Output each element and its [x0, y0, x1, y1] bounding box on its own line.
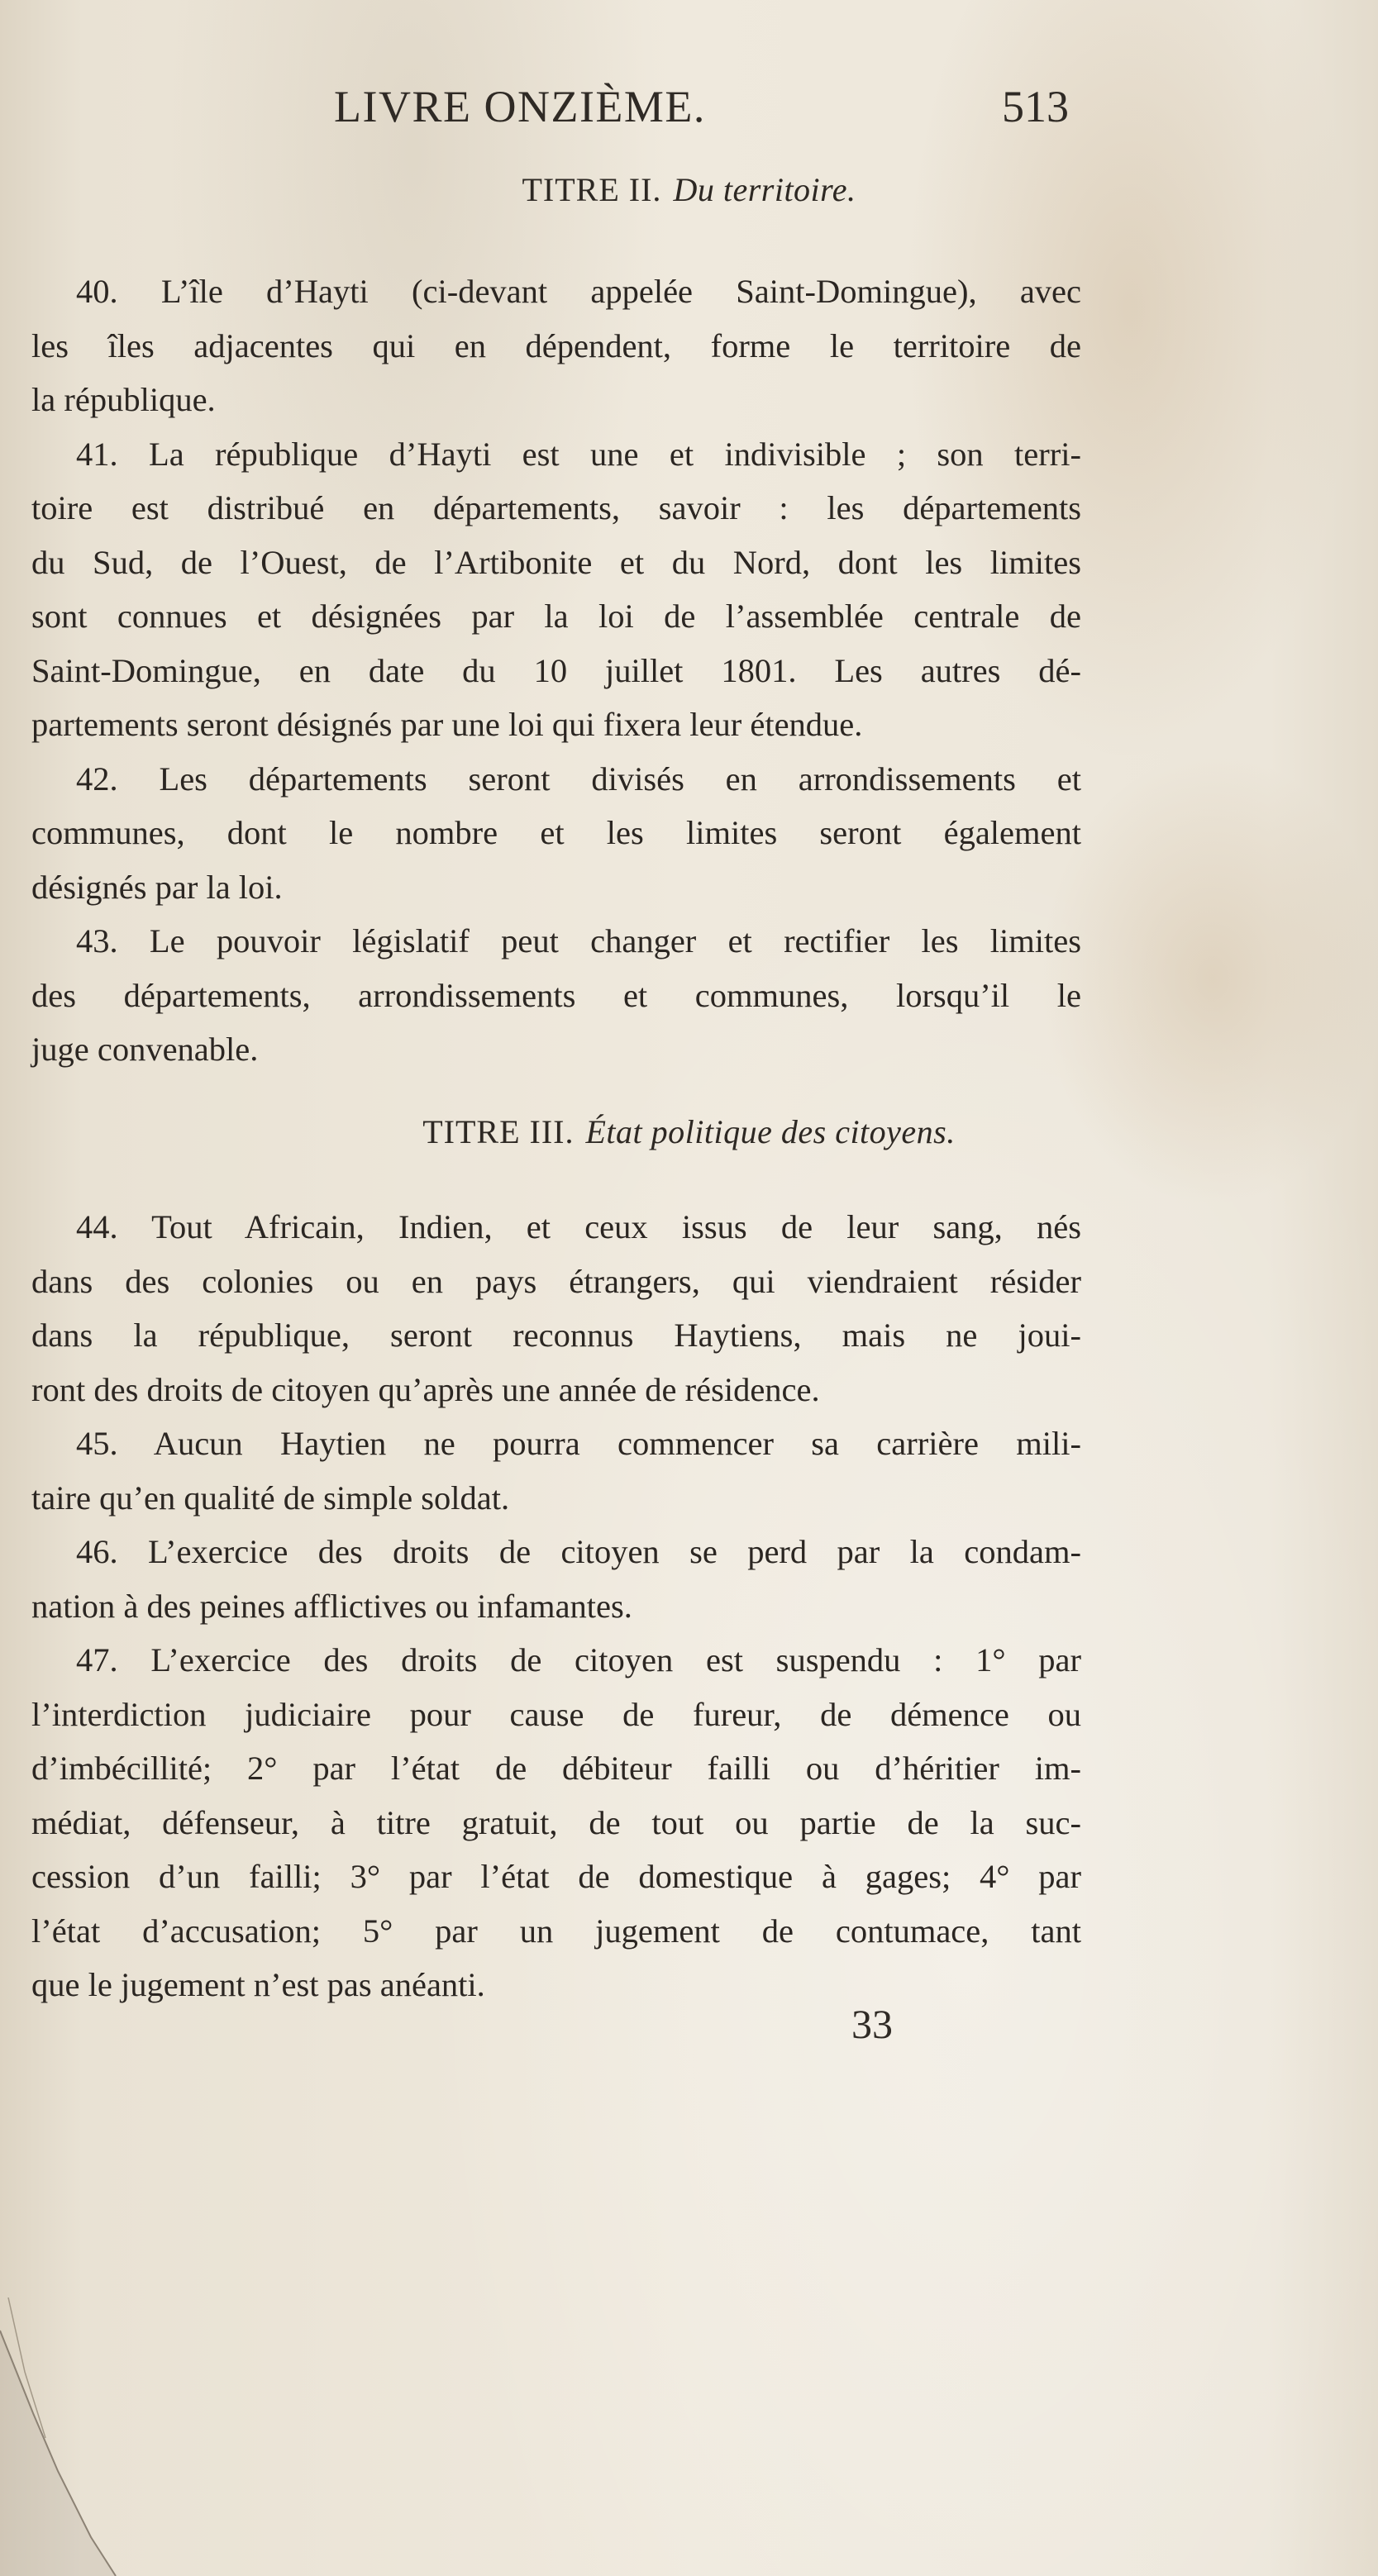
section-heading-titre-2 [0, 170, 1378, 209]
article-43-line: 43. Le pouvoir législatif peut changer et rectifier les limites [76, 922, 1081, 959]
article-41-line: du Sud, de l’Ouest, de l’Artibonite et du Nord, dont les limites [31, 543, 1081, 581]
article-44-line: ront des droits de citoyen qu’après une année de résidence. [31, 1370, 820, 1408]
article-47-line: d’imbécillité; 2° par l’état de débiteur failli ou d’héritier im- [31, 1750, 1081, 1787]
article-43-line: juge convenable. [31, 1031, 259, 1068]
article-41-line: 41. La république d’Hayti est une et indivisible ; son terri- [76, 435, 1081, 473]
article-40-line: 40. L’île d’Hayti (ci-devant appelée Saint-Domingue), avec [76, 273, 1081, 310]
article-41-line: toire est distribué en départements, savoir : les départements [31, 489, 1081, 526]
signature-mark: 33 [851, 2001, 893, 2047]
article-43-line: des départements, arrondissements et communes, lorsqu’il le [31, 976, 1081, 1014]
page-fold-crease [0, 2297, 132, 2576]
article-45-line: 45. Aucun Haytien ne pourra commencer sa carrière mili- [76, 1425, 1081, 1462]
article-47-line: que le jugement n’est pas anéanti. [31, 1966, 485, 2003]
article-44-line: dans la république, seront reconnus Haytiens, mais ne joui- [31, 1317, 1081, 1354]
article-46-line: nation à des peines afflictives ou infamantes. [31, 1587, 632, 1625]
article-42-line: désignés par la loi. [31, 868, 283, 906]
text-block-titre-2 [31, 264, 1081, 1077]
article-42-line: 42. Les départements seront divisés en arrondissements et [76, 759, 1081, 798]
article-41-line: sont connues et désignées par la loi de l’assemblée centrale de [31, 598, 1081, 635]
page-header [0, 81, 1378, 139]
section-heading-subtitle: État politique des citoyens. [585, 1113, 956, 1150]
section-heading-subtitle: Du territoire. [673, 171, 856, 208]
section-heading-titre-3 [0, 1112, 1378, 1151]
running-head: LIVRE ONZIÈME. [334, 82, 706, 131]
section-heading-label: TITRE II. [522, 171, 662, 208]
article-40-line: la république. [31, 381, 216, 418]
page-number: 513 [1002, 82, 1069, 131]
article-47-line: médiat, défenseur, à titre gratuit, de tout ou partie de la suc- [31, 1803, 1081, 1841]
article-47-line: 47. L’exercice des droits de citoyen est suspendu : 1° par [76, 1641, 1081, 1678]
article-46-line: 46. L’exercice des droits de citoyen se perd par la condam- [76, 1533, 1081, 1570]
article-41-line: partements seront désignés par une loi qui fixera leur étendue. [31, 706, 863, 743]
article-45-line: taire qu’en qualité de simple soldat. [31, 1478, 510, 1517]
article-47-line: l’interdiction judiciaire pour cause de fureur, de démence ou [31, 1695, 1081, 1733]
article-44-line: dans des colonies ou en pays étrangers, qui viendraient résider [31, 1262, 1081, 1300]
text-block-titre-3 [31, 1200, 1081, 2012]
article-41-line: Saint-Domingue, en date du 10 juillet 1801. Les autres dé- [31, 651, 1081, 689]
article-47-line: l’état d’accusation; 5° par un jugement de contumace, tant [31, 1912, 1081, 1950]
article-44-line: 44. Tout Africain, Indien, et ceux issus de leur sang, nés [76, 1208, 1081, 1245]
article-40-line: les îles adjacentes qui en dépendent, forme le territoire de [31, 326, 1081, 364]
article-47-line: cession d’un failli; 3° par l’état de domestique à gages; 4° par [31, 1858, 1081, 1895]
section-heading-label: TITRE III. [422, 1113, 575, 1150]
article-42-line: communes, dont le nombre et les limites seront également [31, 814, 1081, 851]
